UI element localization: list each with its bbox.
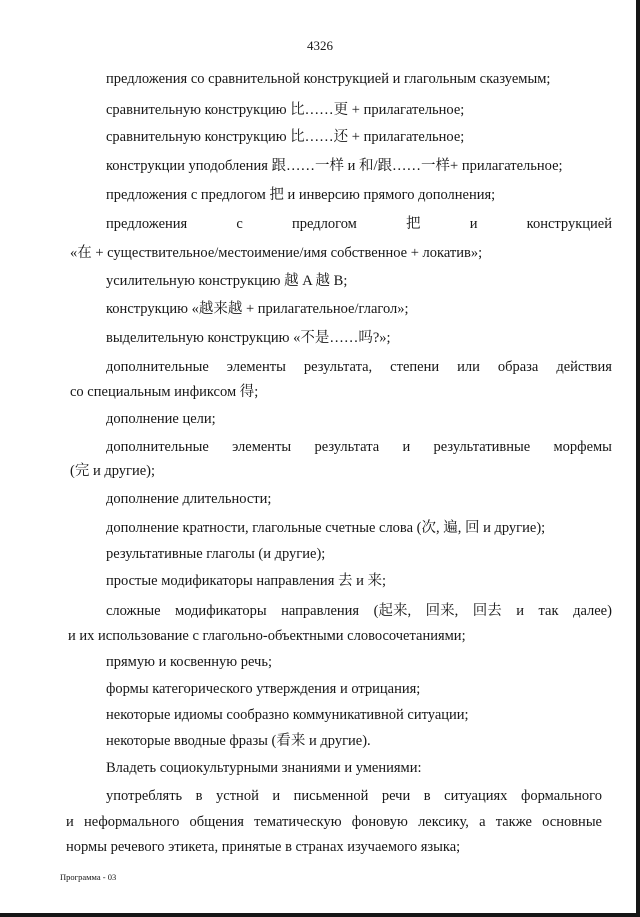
word: неформального bbox=[83, 814, 180, 830]
text-line: формы категорического утверждения и отрицания; bbox=[106, 681, 421, 697]
word: направления bbox=[281, 603, 360, 619]
text-line: некоторые идиомы сообразно коммуникативной ситуации; bbox=[106, 707, 469, 723]
text-line: результативные глаголы (и другие); bbox=[106, 546, 326, 562]
word: предлогом bbox=[292, 216, 357, 232]
text-line: выделительную конструкцию «不是……吗?»; bbox=[106, 330, 391, 346]
word: (起来, bbox=[373, 603, 412, 619]
justified-line bbox=[106, 438, 612, 456]
word: в bbox=[195, 788, 203, 804]
word: или bbox=[457, 359, 480, 375]
word: а bbox=[479, 814, 486, 830]
word: морфемы bbox=[553, 439, 612, 455]
word: общения bbox=[189, 814, 244, 830]
word: и bbox=[516, 603, 525, 619]
word: 回去 bbox=[472, 603, 502, 619]
word: элементы bbox=[226, 359, 286, 375]
word: результата, bbox=[303, 359, 373, 375]
word: элементы bbox=[232, 439, 292, 455]
word: так bbox=[538, 603, 559, 619]
text-line: нормы речевого этикета, принятые в странах изучаемого языка; bbox=[66, 839, 461, 855]
word: в bbox=[423, 788, 431, 804]
word: степени bbox=[390, 359, 440, 375]
text-line: Владеть социокультурными знаниями и умениями: bbox=[106, 760, 422, 776]
text-line: предложения со сравнительной конструкцией и глагольным сказуемым; bbox=[106, 71, 551, 87]
word: 回来, bbox=[425, 603, 459, 619]
text-line: конструкции уподобления 跟……一样 и 和/跟……一样+ прилагательное; bbox=[106, 158, 563, 174]
word: речи bbox=[381, 788, 411, 804]
word: действия bbox=[556, 359, 612, 375]
text-line: предложения с предлогом 把 и инверсию прямого дополнения; bbox=[106, 187, 496, 203]
text-line: со специальным инфиксом 得; bbox=[70, 384, 259, 400]
word: дополнительные bbox=[106, 439, 209, 455]
justified-line bbox=[66, 813, 602, 831]
word: основные bbox=[542, 814, 602, 830]
word: и bbox=[272, 788, 281, 804]
word: сложные bbox=[106, 603, 161, 619]
scan-edge-bottom bbox=[0, 913, 640, 917]
word: результативные bbox=[433, 439, 531, 455]
word: формального bbox=[520, 788, 602, 804]
justified-line bbox=[106, 787, 602, 805]
text-line: сравнительную конструкцию 比……还 + прилагательное; bbox=[106, 129, 465, 145]
scan-edge-right bbox=[636, 0, 640, 917]
justified-line bbox=[106, 215, 612, 233]
justified-line bbox=[106, 602, 612, 620]
word: ситуациях bbox=[444, 788, 508, 804]
text-line: некоторые вводные фразы (看来 и другие). bbox=[106, 733, 371, 749]
footer-label: Программа - 03 bbox=[60, 872, 117, 882]
text-line: конструкцию «越来越 + прилагательное/глагол»; bbox=[106, 301, 409, 317]
text-line: (完 и другие); bbox=[70, 463, 156, 479]
word: фоновую bbox=[351, 814, 408, 830]
text-line: и их использование с глагольно-объектными словосочетаниями; bbox=[68, 628, 466, 644]
word: также bbox=[495, 814, 532, 830]
word: тематическую bbox=[254, 814, 342, 830]
word: и bbox=[402, 439, 411, 455]
word: результата bbox=[314, 439, 380, 455]
word: конструкцией bbox=[526, 216, 612, 232]
word: письменной bbox=[293, 788, 369, 804]
word: и bbox=[66, 814, 74, 830]
text-line: простые модификаторы направления 去 и 来; bbox=[106, 573, 387, 589]
justified-line bbox=[106, 358, 612, 376]
word: с bbox=[236, 216, 243, 232]
word: 把 bbox=[406, 216, 421, 232]
page-number: 4326 bbox=[307, 38, 333, 53]
word: лексику, bbox=[418, 814, 469, 830]
word: и bbox=[469, 216, 478, 232]
word: модификаторы bbox=[175, 603, 267, 619]
text-line: прямую и косвенную речь; bbox=[106, 654, 272, 670]
word: устной bbox=[216, 788, 259, 804]
word: дополнительные bbox=[106, 359, 209, 375]
text-line: усилительную конструкцию 越 A 越 B; bbox=[106, 273, 348, 289]
text-line: «在 + существительное/местоимение/имя собственное + локатив»; bbox=[70, 245, 483, 261]
word: употреблять bbox=[106, 788, 183, 804]
text-line: дополнение длительности; bbox=[106, 491, 272, 507]
text-line: дополнение цели; bbox=[106, 411, 216, 427]
word: предложения bbox=[106, 216, 188, 232]
text-line: дополнение кратности, глагольные счетные слова (次, 遍, 回 и другие); bbox=[106, 520, 546, 536]
word: далее) bbox=[573, 603, 612, 619]
text-line: сравнительную конструкцию 比……更 + прилагательное; bbox=[106, 102, 465, 118]
word: образа bbox=[497, 359, 539, 375]
